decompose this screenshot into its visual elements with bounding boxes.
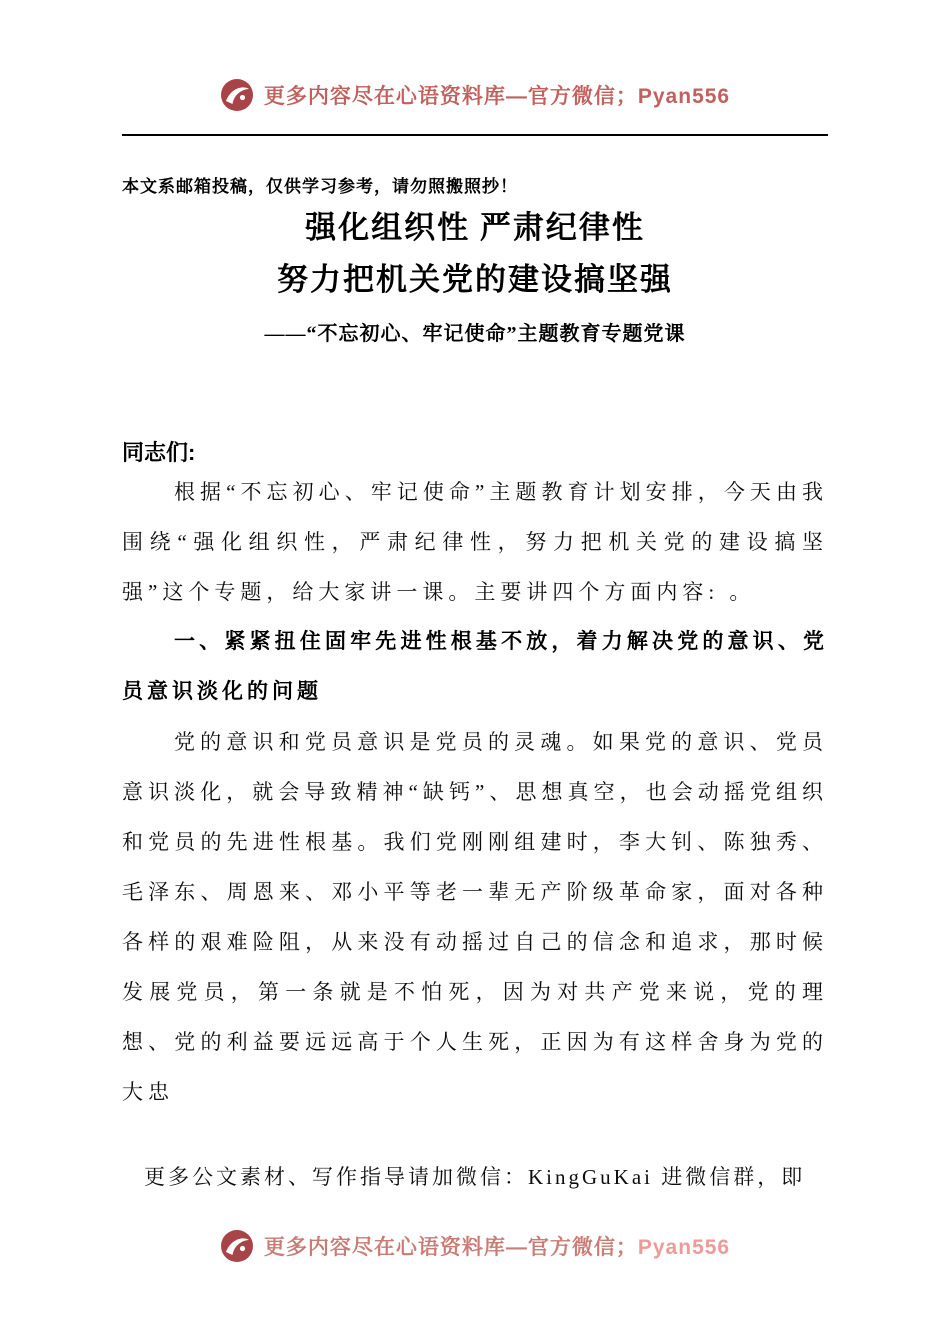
header-brand-text-main: 更多内容尽在心语资料库—官方微信； [263,85,638,108]
footer-brand-text [264,1231,730,1261]
document-title-line1: 强化组织性 严肃纪律性 [305,210,645,245]
header-brand [122,0,828,112]
body-paragraph-2: 党的意识和党员意识是党员的灵魂。如果党的意识、党员意识淡化，就会导致精神“缺钙”、思想真空，也会动摇党组织和党员的先进性根基。我们党刚刚组建时，李大钊、陈独秀、毛泽东、周恩来、邓小平等老一辈无产阶级革命家，面对各种各样的艰难险阻，从来没有动摇过自己的信念和追求，那时候发展党员，第一条就是不怕死，因为对共产党来说，党的理想、党的利益要远远高于个人生死，正因为有这样舍身为党的大忠 [122,730,828,1104]
brand-swoosh-logo-icon [220,78,254,112]
header-brand-text [264,80,730,110]
header-brand-account: Pyan556 [637,85,731,108]
contact-note-text: 更多公文素材、写作指导请加微信：KingGuKai 进微信群，即 [144,1165,806,1189]
notice-text: 本文系邮箱投稿，仅供学习参考，请勿照搬照抄！ [122,177,518,196]
salutation-text: 同志们: [122,440,196,465]
footer-brand-text-main: 更多内容尽在心语资料库—官方微信； [263,1236,638,1259]
footer-swoosh-logo-icon [220,1229,254,1263]
footer-brand [122,1229,828,1263]
document-subtitle: ——“不忘初心、牢记使命”主题教育专题党课 [264,323,686,345]
body-paragraph-1: 根据“不忘初心、牢记使命”主题教育计划安排，今天由我围绕“强化组织性，严肃纪律性，努力把机关党的建设搞坚强”这个专题，给大家讲一课。主要讲四个方面内容: 。 [122,480,828,604]
footer-brand-account: Pyan556 [637,1236,731,1259]
header-divider [122,134,828,136]
section-heading-1: 一、紧紧扭住固牢先进性根基不放，着力解决党的意识、党员意识淡化的问题 [122,630,828,703]
document-title-line2: 努力把机关党的建设搞坚强 [277,262,673,297]
